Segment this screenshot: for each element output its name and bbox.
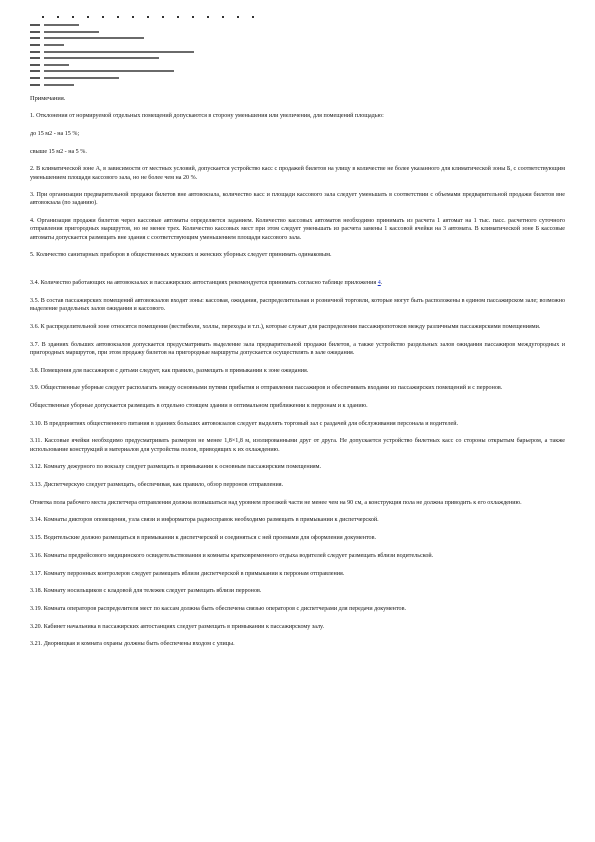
clause-3-4-text: 3.4. Количество работающих на автовокзалах и пассажирских автостанциях рекомендуется принимать согласно таблице приложения — [30, 280, 378, 287]
header-dots — [30, 14, 280, 20]
header-row-marker — [30, 37, 40, 39]
header-dot — [177, 16, 179, 18]
header-row — [30, 42, 280, 49]
clause-3-13: 3.13. Диспетчерскую следует размещать, обеспечивая, как правило, обзор перронов отправления. — [30, 482, 284, 489]
clause-3-19: 3.19. Комната операторов распределителя мест по кассам должна быть обеспечена связью операторов с диспетчерами для передачи документов. — [30, 606, 406, 612]
clause-3-18: 3.18. Комнату носильщиков с кладовой для тележек следует размещать вблизи перронов. — [30, 588, 262, 595]
header-dot — [87, 16, 89, 18]
header-row-marker — [30, 70, 40, 72]
header-rows — [30, 22, 280, 88]
header-dot — [72, 16, 74, 18]
clause-3-17: 3.17. Комнату перронных контролеров следует размещать вблизи диспетчерской в примыкании к перронам отправления. — [30, 570, 345, 577]
note-3: 3. При организации предварительной продажи билетов вне автовокзала, количество касс и площади кассового зала следует уменьшать в соответствии с объемами предварительной продажи билетов вне автовокзала (по заданию). — [30, 192, 565, 207]
note-4: 4. Организация продажи билетов через кассовые автоматы определяется заданием. Количество кассовых автоматов необходимо принимать из расчета 1 автомат на 1 тыс. пасс. расчетного суточного отправления пригородных маршрутов, но не менее трех. Количество кассовых мест при этом следует уменьшать из расчета замены 1 кассовой ячейки на 3 автомата. В климатической зоне Б кассовые автоматы допускается размещать вне здания с соответствующим уменьшением площади кассового зала. — [30, 218, 565, 241]
header-table — [30, 14, 280, 88]
header-row-marker — [30, 44, 40, 46]
note-1: 1. Отклонения от нормируемой отдельных помещений допускаются в сторону уменьшения или увеличения, для помещений площадью: — [30, 113, 384, 120]
note-1-item-a: до 15 м2 - на 15 %; — [30, 130, 80, 137]
header-row-marker — [30, 51, 40, 53]
clause-3-5: 3.5. В состав пассажирских помещений автовокзалов входят зоны: кассовая, ожидания, распределительная и розничной торговли, которые могут быть расположены в едином пассажирском зале; возможно выделение раздельных залов ожидания и кассового. — [30, 298, 565, 313]
clause-3-15: 3.15. Водительские должно размещаться в примыкании к диспетчерской и соединяться с ней проемами для оформления документов. — [30, 535, 376, 542]
header-row-marker — [30, 31, 40, 33]
header-row-marker — [30, 84, 40, 86]
header-row-marker — [30, 64, 40, 66]
clause-3-20: 3.20. Кабинет начальника в пассажирских автостанциях следует размещать в примыкании к пассажирскому залу. — [30, 623, 324, 630]
header-row — [30, 48, 280, 55]
clause-3-14: 3.14. Комнаты дикторов оповещения, узла связи и информатора радиосправок необходимо размещать в примыкании к диспетчерской. — [30, 517, 379, 524]
header-row-marker — [30, 57, 40, 59]
header-dot — [42, 16, 44, 18]
header-row — [30, 22, 280, 29]
notes-title: Примечания. — [30, 95, 66, 102]
header-row-text — [44, 44, 64, 46]
header-row — [30, 81, 280, 88]
header-row — [30, 35, 280, 42]
clause-3-10: 3.10. В предприятиях общественного питания в зданиях больших автовокзалов следует выделять торговый зал с раздачей для обслуживания персонала и водителей. — [30, 420, 459, 427]
clause-3-6: 3.6. К распределительной зоне относятся помещения (вестибюли, холлы, переходы и т.п.), которые служат для распределения пассажиропотоков между различными пассажирскими помещениями. — [30, 324, 541, 331]
header-row-text — [44, 24, 79, 26]
clause-3-4 — [30, 279, 565, 287]
header-row-text — [44, 31, 99, 33]
clause-3-9-note: Общественные уборные допускается размещать в отдельно стоящем здании в оптимальном приближении к перронам и к зданию. — [30, 403, 368, 410]
header-dot — [57, 16, 59, 18]
header-row — [30, 55, 280, 62]
header-row-text — [44, 70, 174, 72]
header-dot — [207, 16, 209, 18]
clause-3-16: 3.16. Комнаты предрейсового медицинского освидетельствования и комнаты кратковременного отдыха водителей следует размещать вблизи водительской. — [30, 552, 434, 559]
document-body — [30, 95, 565, 658]
header-row-text — [44, 51, 194, 53]
appendix-4-link[interactable]: 4 — [377, 280, 381, 287]
header-dot — [132, 16, 134, 18]
header-dot — [117, 16, 119, 18]
header-row-marker — [30, 24, 40, 26]
note-2: 2. В климатической зоне А, в зависимости от местных условий, допускается устройство касс с продажей билетов на улицу в количестве не более указанного для климатической зоны Б, с соответствующим уменьшением площади кассового зала, но не более чем на 20 %. — [30, 166, 565, 181]
header-dot — [147, 16, 149, 18]
clause-3-8: 3.8. Помещения для пассажиров с детьми следует, как правило, размещать в примыкании к зоне ожидания. — [30, 367, 309, 374]
clause-3-12: 3.12. Комнату дежурного по вокзалу следует размещать в примыкании к основным пассажирским помещениям. — [30, 464, 322, 471]
header-dot — [237, 16, 239, 18]
header-row — [30, 68, 280, 75]
header-row — [30, 29, 280, 36]
header-dot — [222, 16, 224, 18]
clause-3-9: 3.9. Общественные уборные следует располагать между основными путями прибытия и отправления пассажиров и обеспечивать входами из пассажирских помещений и с перронов. — [30, 385, 503, 392]
header-dot — [162, 16, 164, 18]
clause-3-4-suffix: . — [380, 280, 383, 287]
clause-3-7: 3.7. В зданиях больших автовокзалов допускается предусматривать выделение зала предварительной продажи билетов, а также устройство раздельных залов ожидания пассажиров междугородных и пригородных маршрутов, при этом продажу билетов на пригородные маршруты допускается осуществлять в зале ожидания. — [30, 341, 565, 356]
note-5: 5. Количество санитарных приборов в общественных мужских и женских уборных следует принимать одинаковым. — [30, 252, 332, 259]
header-dot — [252, 16, 254, 18]
header-row-marker — [30, 77, 40, 79]
header-row-text — [44, 77, 119, 79]
header-dot — [102, 16, 104, 18]
header-dot — [192, 16, 194, 18]
clause-3-21: 3.21. Дворницкая и комната охраны должны быть обеспечены входом с улицы. — [30, 641, 235, 648]
header-row-text — [44, 84, 74, 86]
note-1-item-b: свыше 15 м2 - на 5 %. — [30, 148, 87, 155]
header-row — [30, 75, 280, 82]
clause-3-13-note: Отметка пола рабочего места диспетчера отправления должна возвышаться над уровнем проезжей части не менее чем на 90 см, а конструкция пола не должна приводить к его охлаждению. — [30, 499, 522, 506]
header-row-text — [44, 64, 69, 66]
header-row-text — [44, 37, 144, 39]
header-row — [30, 62, 280, 69]
clause-3-11: 3.11. Кассовые ячейки необходимо предусматривать размером не менее 1,8×1,8 м, изолированными друг от друга. Не допускается устройство билетных касс со стороны открытым барьером, а также использование конструкций и материалов для устройства полов, приводящих к их охлаждению. — [30, 438, 565, 453]
header-row-text — [44, 57, 159, 59]
